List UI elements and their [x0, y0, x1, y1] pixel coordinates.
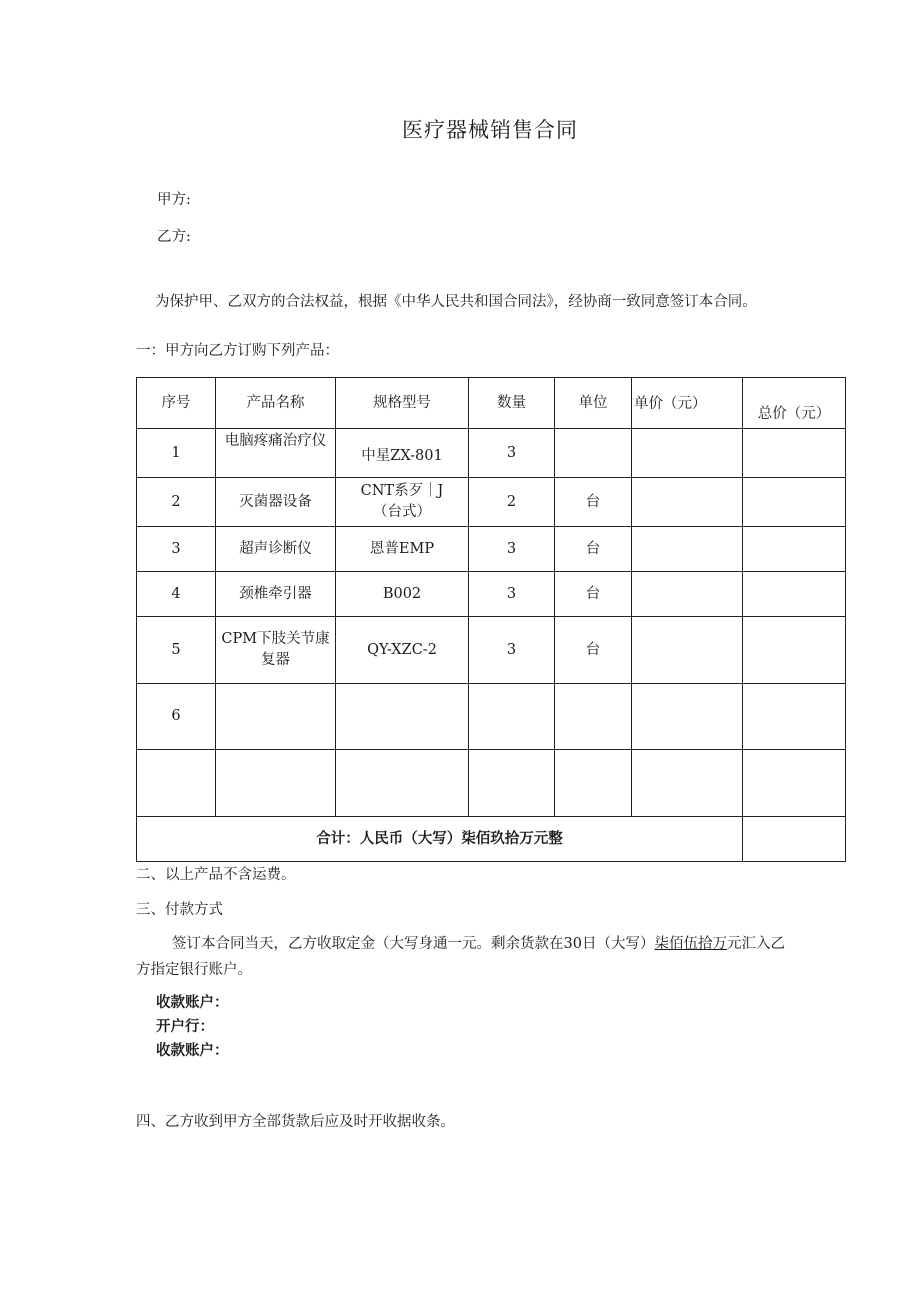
table-row [137, 684, 846, 750]
row-seq: 4 [137, 572, 216, 617]
row-name [216, 684, 336, 750]
account-label-2: 收款账户： [156, 1043, 229, 1059]
row-seq: 6 [137, 684, 216, 750]
row-qty [469, 750, 555, 817]
row-name: 颈椎牵引器 [216, 572, 336, 617]
row-model: QY-XZC-2 [336, 617, 469, 684]
section-4-text: 四、乙方收到甲方全部货款后应及时开收据收条。 [136, 1114, 455, 1130]
row-total [743, 684, 846, 750]
payment-paragraph-line1 [172, 932, 785, 953]
header-qty: 数量 [469, 378, 555, 429]
row-total [743, 617, 846, 684]
row-model [336, 750, 469, 817]
party-a-label: 甲方: [157, 192, 191, 208]
row-seq [137, 750, 216, 817]
table-row [137, 527, 846, 572]
account-label-1: 收款账户： [156, 995, 229, 1011]
row-price [632, 572, 743, 617]
table-header-row [137, 378, 846, 429]
row-qty: 3 [469, 527, 555, 572]
row-price [632, 684, 743, 750]
row-price [632, 478, 743, 527]
payment-text-part1: 签订本合同当天，乙方收取定金（大写身通一元。剩余货款在30日（大写） [172, 936, 655, 952]
row-model: CNT系歹｜J（台式） [336, 478, 469, 527]
row-price [632, 617, 743, 684]
row-seq: 3 [137, 527, 216, 572]
intro-paragraph: 为保护甲、乙双方的合法权益，根据《中华人民共和国合同法》，经协商一致同意签订本合同。 [155, 294, 757, 310]
header-total: 总价（元） [743, 378, 846, 429]
row-unit: 台 [555, 572, 632, 617]
row-price [632, 527, 743, 572]
row-total [743, 750, 846, 817]
row-seq: 1 [137, 429, 216, 478]
document-title: 医疗器械销售合同 [402, 118, 578, 142]
row-model: B002 [336, 572, 469, 617]
section-1-heading: 一：甲方向乙方订购下列产品： [136, 343, 339, 359]
row-unit: 台 [555, 527, 632, 572]
row-name: 电脑疼痛治疗仪 [216, 429, 336, 478]
row-total [743, 572, 846, 617]
header-seq: 序号 [137, 378, 216, 429]
row-qty: 2 [469, 478, 555, 527]
header-price: 单价（元） [632, 378, 743, 429]
section-3-heading: 三、付款方式 [136, 902, 223, 918]
row-qty: 3 [469, 572, 555, 617]
product-table [136, 377, 846, 862]
party-b-label: 乙方: [157, 229, 191, 245]
row-total [743, 478, 846, 527]
section-2-text: 二、以上产品不含运费。 [136, 867, 296, 883]
row-seq: 5 [137, 617, 216, 684]
row-model: 恩普EMP [336, 527, 469, 572]
payment-paragraph-line2: 方指定银行账户。 [136, 962, 252, 978]
bank-label: 开户行： [156, 1019, 214, 1035]
row-total [743, 527, 846, 572]
table-total-row [137, 817, 846, 862]
row-unit [555, 750, 632, 817]
row-price [632, 750, 743, 817]
table-row [137, 429, 846, 478]
header-model: 规格型号 [336, 378, 469, 429]
row-seq: 2 [137, 478, 216, 527]
header-unit: 单位 [555, 378, 632, 429]
row-unit: 台 [555, 617, 632, 684]
row-name: 灭菌器设备 [216, 478, 336, 527]
total-label: 合计：人民币（大写）柒佰玖拾万元整 [137, 817, 743, 862]
payment-underlined-amount: 柒佰伍拾万 [654, 936, 727, 952]
row-price [632, 429, 743, 478]
row-unit [555, 429, 632, 478]
table-row [137, 478, 846, 527]
row-name: 超声诊断仪 [216, 527, 336, 572]
header-name: 产品名称 [216, 378, 336, 429]
row-total [743, 429, 846, 478]
table-row [137, 617, 846, 684]
row-model [336, 684, 469, 750]
row-name: CPM下肢关节康复器 [216, 617, 336, 684]
payment-text-part2: 元汇入乙 [726, 936, 785, 952]
total-value [743, 817, 846, 862]
row-qty: 3 [469, 617, 555, 684]
row-unit: 台 [555, 478, 632, 527]
row-model: 中星ZX-801 [336, 429, 469, 478]
table-row [137, 750, 846, 817]
row-name [216, 750, 336, 817]
row-qty: 3 [469, 429, 555, 478]
row-qty [469, 684, 555, 750]
row-unit [555, 684, 632, 750]
table-row [137, 572, 846, 617]
